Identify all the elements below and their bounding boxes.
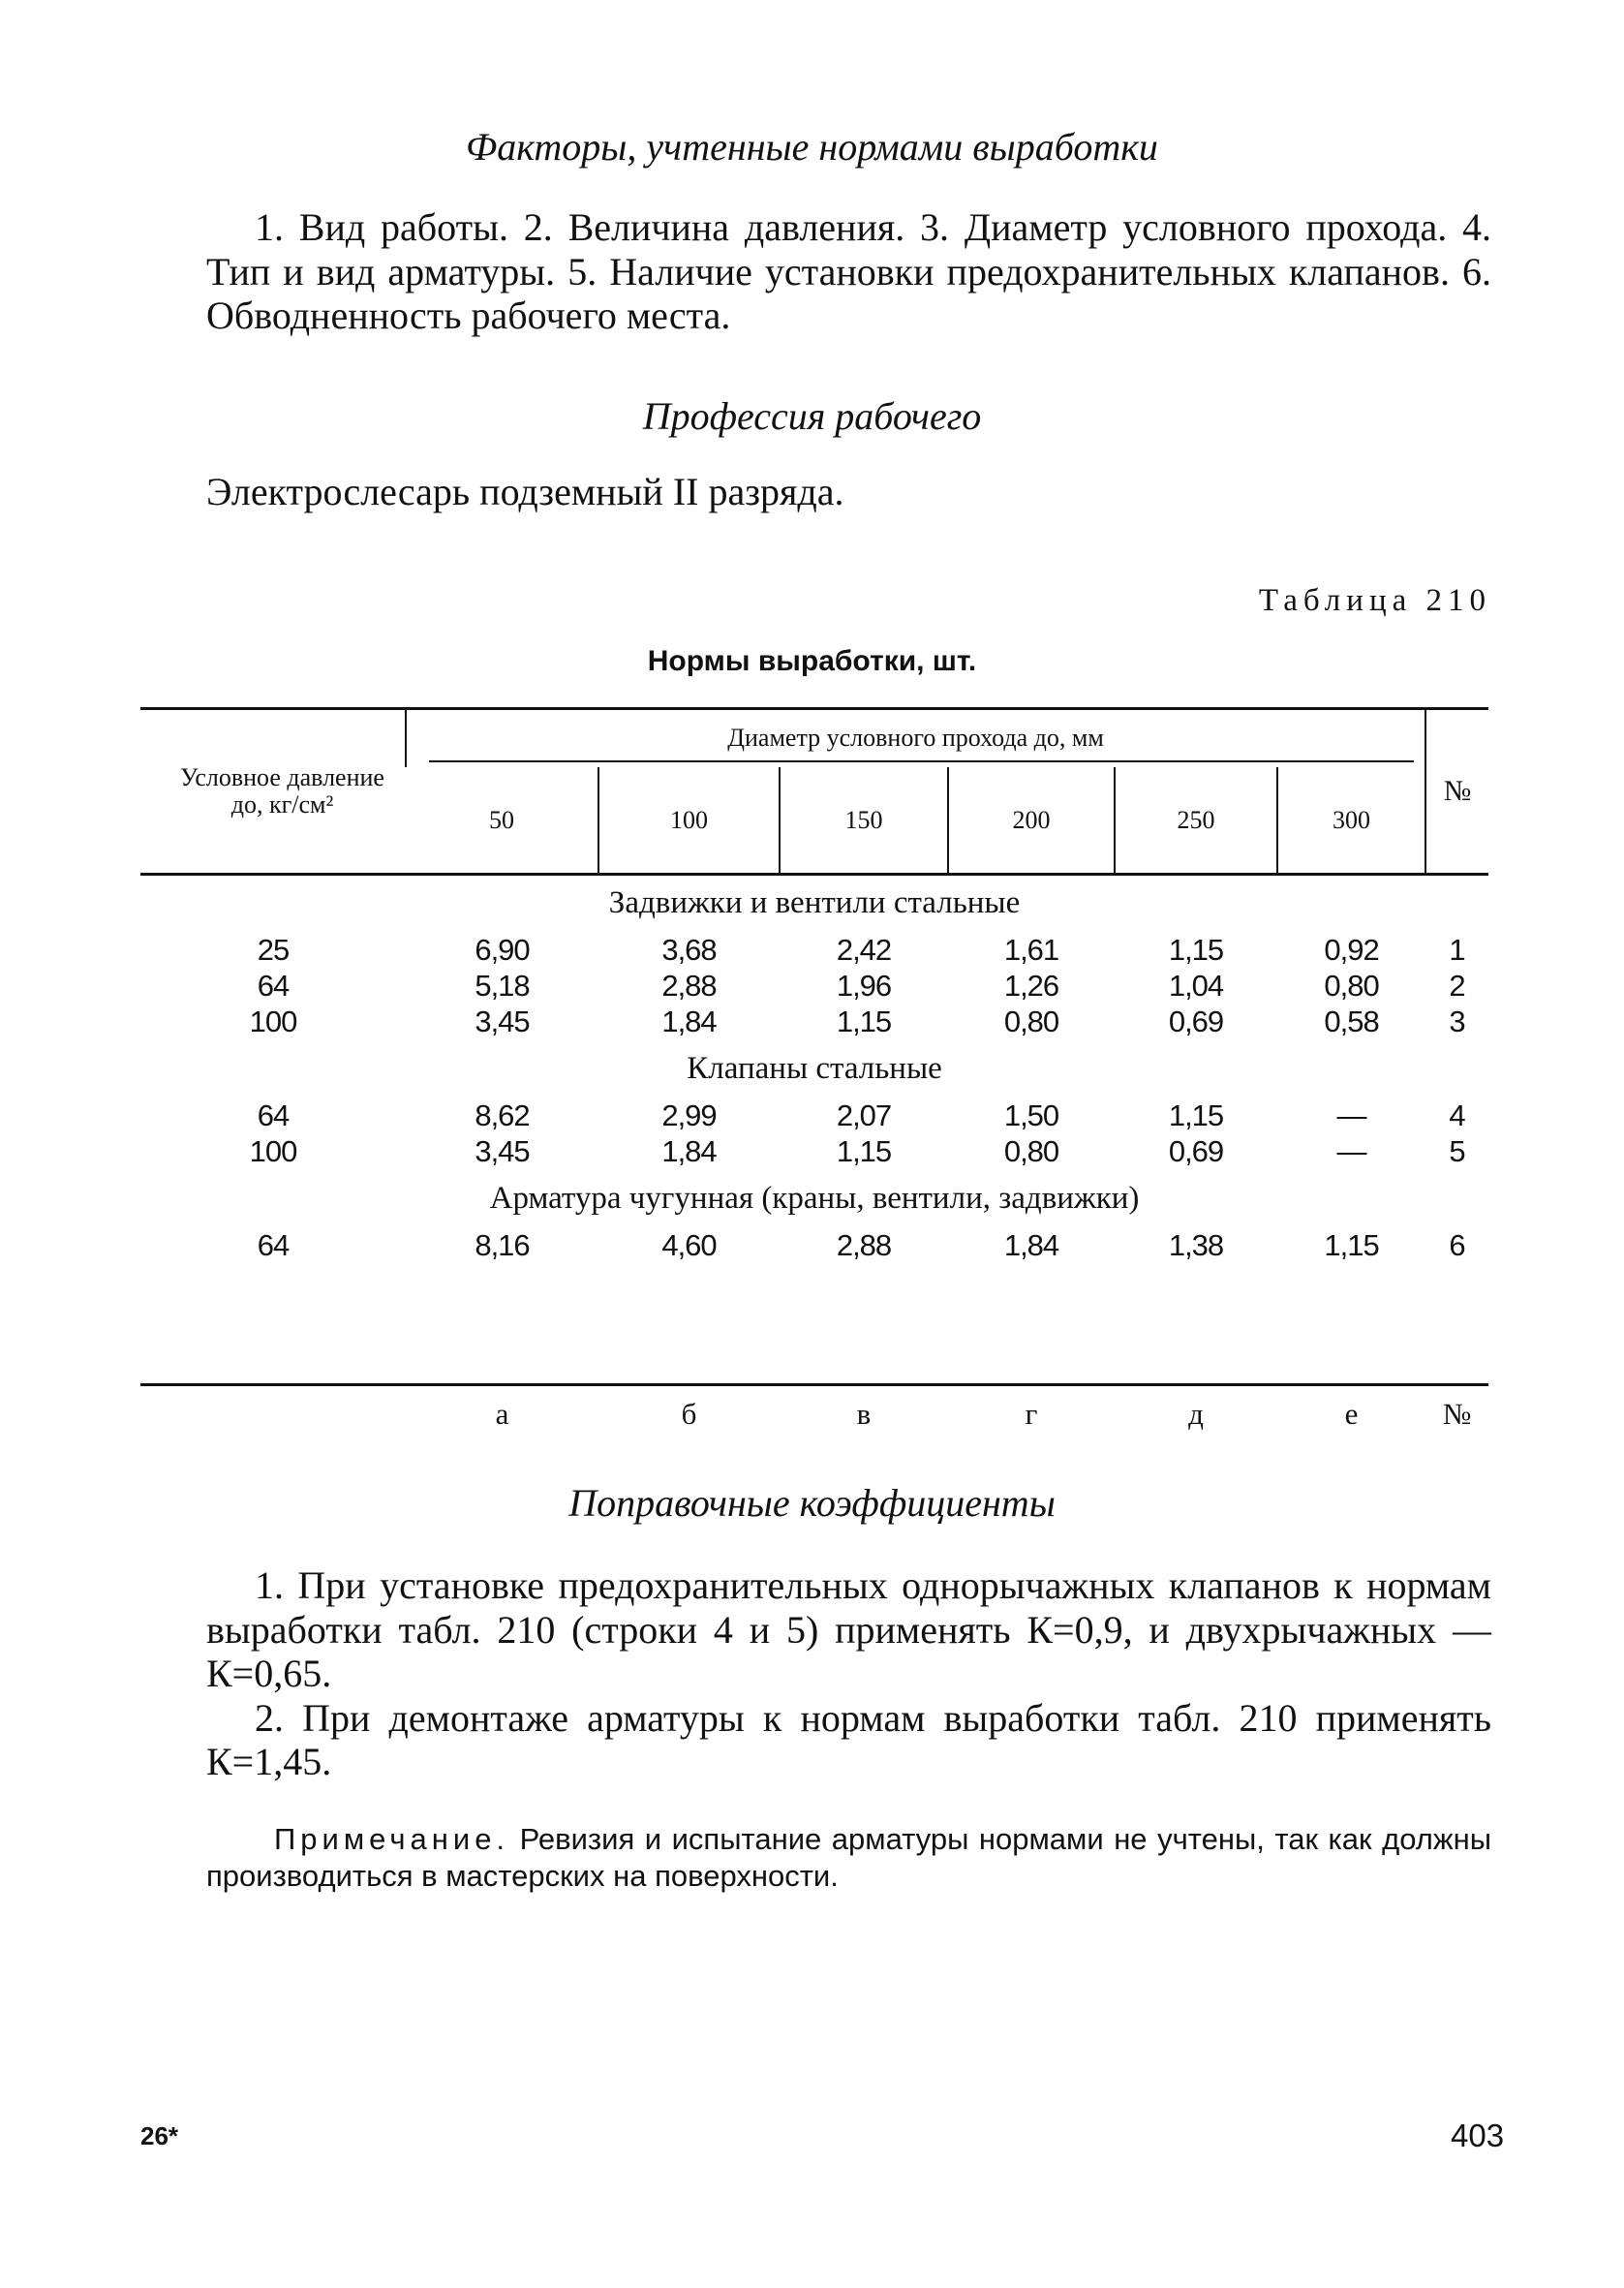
value-cell: 3,45 xyxy=(475,1134,530,1168)
diameter-header: Диаметр условного прохода до, мм xyxy=(406,709,1425,767)
page-number: 403 xyxy=(1451,2118,1505,2153)
value-cell: 3,45 xyxy=(475,1005,530,1038)
section-title: Клапаны стальные xyxy=(687,1050,942,1086)
letters-no-label: № xyxy=(1442,1397,1472,1431)
value-cell: 0,69 xyxy=(1168,1005,1224,1038)
diameter-column-header: 250 xyxy=(1115,767,1277,874)
correction-item-1: 1. При установке предохранительных однорычажных клапанов к нормам выработки табл. 210 (строки 4 и 5) применять К=0,9, и двухрычажных — К=0,65. xyxy=(206,1563,1491,1695)
table-row xyxy=(140,968,1488,1004)
row-number-cell: 2 xyxy=(1449,969,1465,1003)
factors-heading: Факторы, учтенные нормами выработки xyxy=(466,125,1158,169)
value-cell: — xyxy=(1336,1134,1366,1168)
table-row xyxy=(140,1004,1488,1039)
note xyxy=(206,1821,1491,1895)
section-row xyxy=(140,874,1488,932)
value-cell: 1,15 xyxy=(836,1134,892,1168)
value-cell: 0,80 xyxy=(1003,1134,1059,1168)
pressure-header: Условное давление до, кг/см² xyxy=(180,763,384,819)
value-cell: 0,69 xyxy=(1168,1134,1224,1168)
table-row xyxy=(140,1098,1488,1133)
profession-heading: Профессия рабочего xyxy=(642,394,982,438)
diameter-column-header: 150 xyxy=(780,767,948,874)
value-cell: 1,04 xyxy=(1168,969,1224,1003)
column-letter: г xyxy=(1025,1397,1038,1431)
norms-table xyxy=(140,709,1488,1275)
pressure-cell: 64 xyxy=(257,1098,290,1132)
value-cell: 1,84 xyxy=(661,1134,717,1168)
diameter-column-header: 50 xyxy=(489,806,514,834)
column-letter: в xyxy=(856,1397,872,1431)
value-cell: 2,88 xyxy=(836,1228,892,1262)
section-row xyxy=(140,1169,1488,1227)
value-cell: 0,58 xyxy=(1324,1005,1379,1038)
pressure-cell: 64 xyxy=(257,969,290,1003)
value-cell: 1,15 xyxy=(836,1005,892,1038)
value-cell: 2,42 xyxy=(836,933,892,967)
spacer-row xyxy=(140,1263,1488,1275)
note-label: Примечание. xyxy=(274,1822,510,1856)
value-cell: 2,88 xyxy=(661,969,717,1003)
pressure-cell: 100 xyxy=(249,1134,297,1168)
value-cell: 1,15 xyxy=(1324,1228,1379,1262)
value-cell: 1,50 xyxy=(1003,1098,1059,1132)
value-cell: 8,16 xyxy=(475,1228,530,1262)
signature-mark: 26* xyxy=(140,2121,179,2150)
value-cell: 1,84 xyxy=(661,1005,717,1038)
correction-item-2: 2. При демонтаже арматуры к нормам выработки табл. 210 применять К=1,45. xyxy=(206,1695,1491,1783)
section-title: Задвижки и вентили стальные xyxy=(608,884,1021,920)
factors-text: 1. Вид работы. 2. Величина давления. 3. Диаметр условного прохода. 4. Тип и вид арматуры. 5. Наличие установки предохранительных клапанов. 6. Обводненность рабочего места. xyxy=(206,205,1491,337)
column-letter: е xyxy=(1344,1397,1359,1431)
value-cell: 6,90 xyxy=(475,933,530,967)
value-cell: 1,15 xyxy=(1168,1098,1224,1132)
value-cell: 5,18 xyxy=(475,969,530,1003)
table-row xyxy=(140,1227,1488,1263)
table-row xyxy=(140,1133,1488,1169)
diameter-column-header: 300 xyxy=(1277,767,1425,874)
corrections-list xyxy=(206,1563,1491,1784)
value-cell: 8,62 xyxy=(475,1098,530,1132)
column-letters-row xyxy=(140,1397,1488,1436)
value-cell: 1,38 xyxy=(1168,1228,1224,1262)
value-cell: 1,15 xyxy=(1168,933,1224,967)
value-cell: 2,07 xyxy=(836,1098,892,1132)
value-cell: 1,96 xyxy=(836,969,892,1003)
row-number-cell: 3 xyxy=(1449,1005,1465,1038)
value-cell: 0,80 xyxy=(1324,969,1379,1003)
value-cell: 1,61 xyxy=(1003,933,1059,967)
value-cell: 2,99 xyxy=(661,1098,717,1132)
value-cell: 1,84 xyxy=(1003,1228,1059,1262)
diameter-column-header: 100 xyxy=(598,767,780,874)
value-cell: 4,60 xyxy=(661,1228,717,1262)
section-row xyxy=(140,1039,1488,1098)
diameter-column-header: 200 xyxy=(948,767,1115,874)
note-text: Ревизия и испытание арматуры нормами не учтены, так как должны производиться в мастерских на поверхности. xyxy=(206,1822,1491,1893)
column-letter: б xyxy=(681,1397,697,1431)
table-title: Нормы выработки, шт. xyxy=(647,645,977,677)
table-number: Таблица 210 xyxy=(1258,583,1491,618)
value-cell: — xyxy=(1336,1098,1366,1132)
pressure-cell: 25 xyxy=(257,933,290,967)
row-number-cell: 6 xyxy=(1449,1228,1465,1262)
table-bottom-rule xyxy=(140,1383,1488,1386)
section-title: Арматура чугунная (краны, вентили, задвижки) xyxy=(489,1180,1140,1216)
corrections-heading: Поправочные коэффициенты xyxy=(568,1481,1056,1525)
row-number-cell: 5 xyxy=(1449,1134,1465,1168)
value-cell: 0,92 xyxy=(1324,933,1379,967)
profession-text: Электрослесарь подземный II разряда. xyxy=(206,470,844,513)
value-cell: 0,80 xyxy=(1003,1005,1059,1038)
column-letter: д xyxy=(1188,1397,1204,1431)
column-letter: а xyxy=(495,1397,509,1431)
no-header: № xyxy=(1425,709,1488,874)
row-number-cell: 1 xyxy=(1449,933,1465,967)
table-row xyxy=(140,932,1488,968)
pressure-cell: 100 xyxy=(249,1005,297,1038)
value-cell: 1,26 xyxy=(1003,969,1059,1003)
value-cell: 3,68 xyxy=(661,933,717,967)
pressure-cell: 64 xyxy=(257,1228,290,1262)
row-number-cell: 4 xyxy=(1449,1098,1465,1132)
